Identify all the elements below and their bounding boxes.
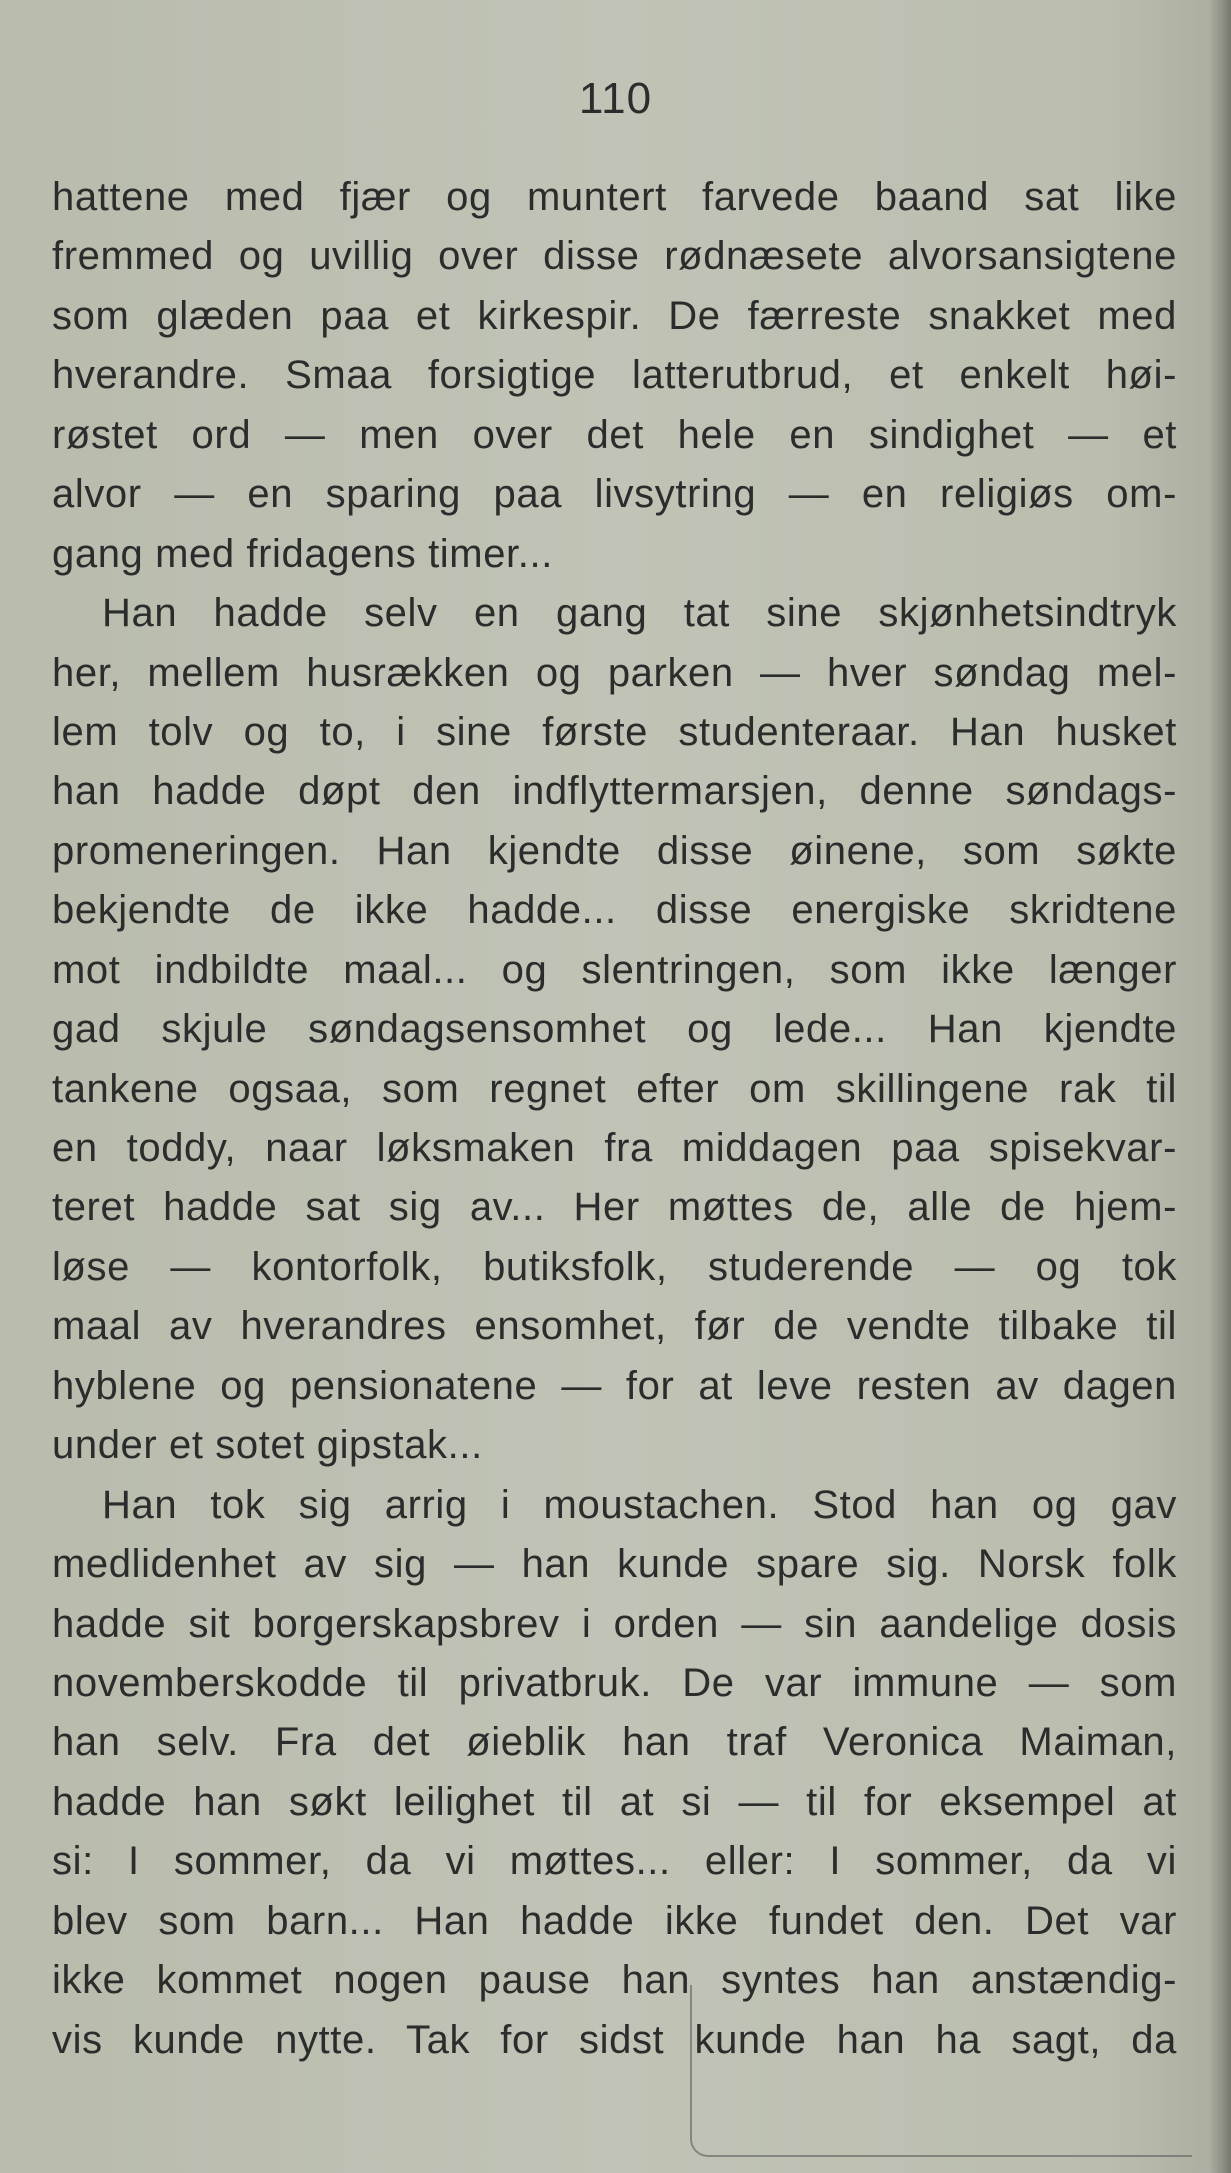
text-line: hattene med fjær og muntert farvede baand sat like: [52, 175, 1177, 219]
text-line: lem tolv og to, i sine første studenteraar. Han husket: [52, 709, 1177, 754]
text-line: her, mellem husrækken og parken — hver søndag mel-: [52, 650, 1177, 695]
text-line: Han tok sig arrig i moustachen. Stod han og gav: [102, 1482, 1177, 1527]
text-line: som glæden paa et kirkespir. De færreste snakket med: [52, 293, 1177, 338]
text-line: løse — kontorfolk, butiksfolk, studerende — og tok: [52, 1244, 1177, 1289]
text-line: promeneringen. Han kjendte disse øinene, som søkte: [52, 828, 1177, 873]
text-line: han selv. Fra det øieblik han traf Veronica Maiman,: [52, 1720, 1177, 1765]
text-line: novemberskodde til privatbruk. De var immune — som: [52, 1660, 1177, 1705]
text-line: mot indbildte maal... og slentringen, som ikke længer: [52, 947, 1177, 992]
text-line: alvor — en sparing paa livsytring — en religiøs om-: [52, 472, 1177, 517]
text-line: hadde han søkt leilighet til at si — til for eksempel at: [52, 1779, 1177, 1824]
text-line: en toddy, naar løksmaken fra middagen paa spisekvar-: [52, 1126, 1177, 1170]
body-text: [52, 168, 1177, 2070]
text-line: han hadde døpt den indflyttermarsjen, denne søndags-: [52, 769, 1177, 814]
text-line: blev som barn... Han hadde ikke fundet den. Det var: [52, 1898, 1177, 1943]
library-stamp-mark: [690, 1985, 1192, 2157]
text-line: hyblene og pensionatene — for at leve resten av dagen: [52, 1363, 1177, 1408]
text-line: under et sotet gipstak...: [52, 1423, 483, 1468]
text-line: Han hadde selv en gang tat sine skjønhetsindtryk: [102, 591, 1177, 636]
text-line: gang med fridagens timer...: [52, 531, 553, 576]
text-line: maal av hverandres ensomhet, før de vendte tilbake til: [52, 1304, 1177, 1349]
text-line: hverandre. Smaa forsigtige latterutbrud, et enkelt høi-: [52, 353, 1177, 398]
text-line: teret hadde sat sig av... Her møttes de, alle de hjem-: [52, 1185, 1177, 1230]
text-line: medlidenhet av sig — han kunde spare sig. Norsk folk: [52, 1542, 1177, 1587]
text-line: bekjendte de ikke hadde... disse energiske skridtene: [52, 888, 1177, 933]
text-line: gad skjule søndagsensomhet og lede... Han kjendte: [52, 1007, 1177, 1052]
page-number: 110: [578, 74, 653, 123]
text-line: si: I sommer, da vi møttes... eller: I sommer, da vi: [52, 1839, 1177, 1884]
text-line: vis kunde nytte. Tak for sidst kunde han ha sagt, da: [52, 2017, 1177, 2062]
text-line: hadde sit borgerskapsbrev i orden — sin aandelige dosis: [52, 1601, 1177, 1646]
text-line: ikke kommet nogen pause han syntes han anstændig-: [52, 1958, 1177, 2003]
page-edge-shadow: [1209, 0, 1231, 2173]
text-line: røstet ord — men over det hele en sindighet — et: [52, 412, 1177, 457]
text-line: tankene ogsaa, som regnet efter om skillingene rak til: [52, 1066, 1177, 1111]
text-line: fremmed og uvillig over disse rødnæsete alvorsansigtene: [52, 234, 1177, 279]
